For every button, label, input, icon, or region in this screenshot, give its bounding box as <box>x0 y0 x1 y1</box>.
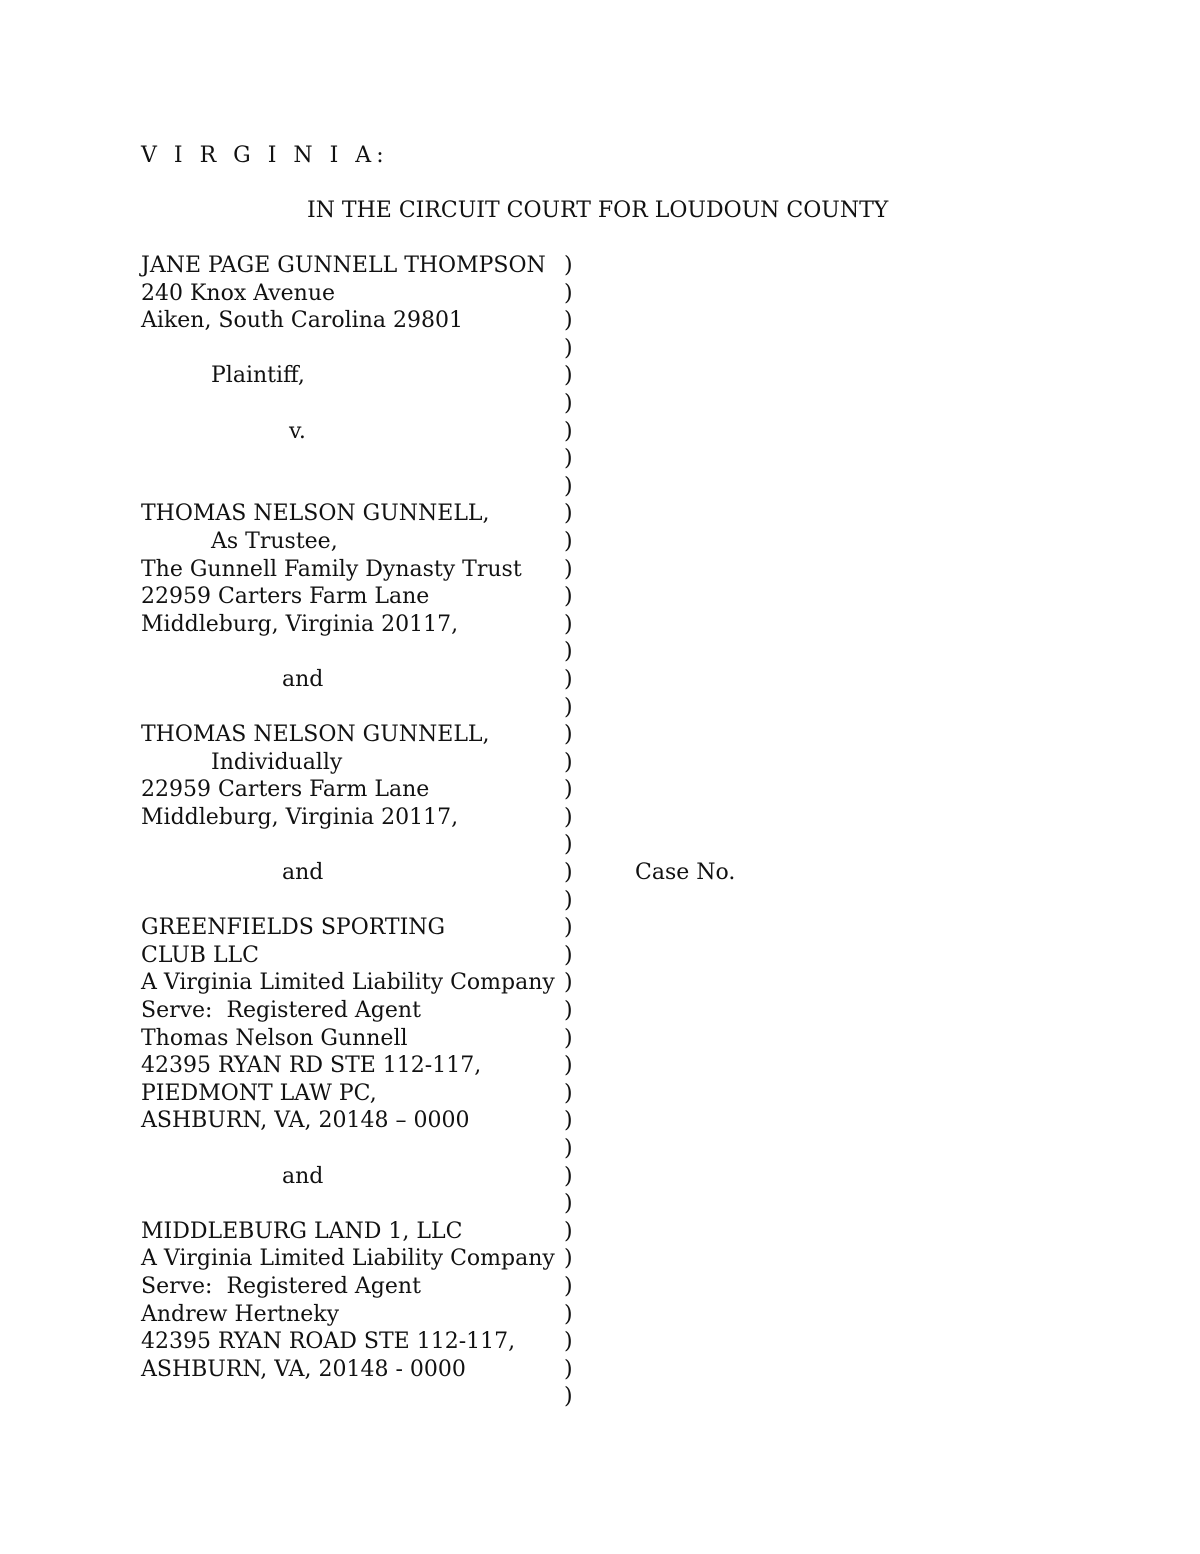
defendant2-capacity: Individually <box>211 749 343 775</box>
caption-paren: ) <box>564 998 573 1024</box>
blank-line <box>141 335 555 363</box>
defendant4-serve: Serve: Registered Agent <box>141 1273 421 1299</box>
caption-paren: ) <box>564 556 573 582</box>
caption-paren-column <box>564 252 573 1411</box>
caption-paren: ) <box>564 694 573 720</box>
defendant3-name-line2: CLUB LLC <box>141 942 259 968</box>
caption-paren: ) <box>564 1108 573 1134</box>
caption-paren: ) <box>564 308 573 334</box>
defendant3-agent: Thomas Nelson Gunnell <box>141 1025 408 1051</box>
blank-line <box>141 638 555 666</box>
caption-paren: ) <box>564 1136 573 1161</box>
caption-paren: ) <box>564 942 573 968</box>
defendant3-address-line3: ASHBURN, VA, 20148 – 0000 <box>141 1108 470 1134</box>
venue-heading: V I R G I N I A: <box>141 143 389 168</box>
caption-paren: ) <box>564 584 573 610</box>
caption-paren: ) <box>564 749 573 775</box>
defendant3-address-line1: 42395 RYAN RD STE 112-117, <box>141 1053 482 1079</box>
plaintiff-role: Plaintiff, <box>211 363 305 389</box>
defendant2-address-line2: Middleburg, Virginia 20117, <box>141 804 459 830</box>
caption-paren: ) <box>564 1246 573 1272</box>
caption-paren: ) <box>564 1191 573 1217</box>
caption-paren: ) <box>564 363 573 389</box>
blank-line <box>141 445 555 473</box>
caption-paren: ) <box>564 804 573 830</box>
and-separator-2: and <box>282 860 324 886</box>
blank-line <box>141 1135 555 1163</box>
caption-paren: ) <box>564 1218 573 1244</box>
caption-paren: ) <box>564 666 573 692</box>
case-caption <box>141 252 555 1383</box>
case-number-label: Case No. <box>635 860 736 885</box>
blank-line <box>141 390 555 418</box>
defendant2-address-line1: 22959 Carters Farm Lane <box>141 777 430 803</box>
caption-paren: ) <box>564 1301 573 1327</box>
caption-paren: ) <box>564 1053 573 1079</box>
defendant3-entity-type: A Virginia Limited Liability Company <box>141 970 555 996</box>
and-separator-3: and <box>282 1163 324 1189</box>
caption-paren: ) <box>564 1356 573 1382</box>
caption-paren: ) <box>564 639 573 665</box>
caption-paren: ) <box>564 528 573 554</box>
caption-paren: ) <box>564 1163 573 1189</box>
plaintiff-address-line1: 240 Knox Avenue <box>141 280 336 306</box>
caption-paren: ) <box>564 446 573 472</box>
caption-paren: ) <box>564 915 573 941</box>
caption-paren: ) <box>564 1273 573 1299</box>
defendant1-address-line1: 22959 Carters Farm Lane <box>141 584 430 610</box>
defendant4-agent: Andrew Hertneky <box>141 1301 340 1327</box>
defendant1-capacity: As Trustee, <box>211 528 338 554</box>
defendant1-trust: The Gunnell Family Dynasty Trust <box>141 556 522 582</box>
defendant1-name: THOMAS NELSON GUNNELL, <box>141 501 490 527</box>
defendant4-name: MIDDLEBURG LAND 1, LLC <box>141 1218 463 1244</box>
defendant3-serve: Serve: Registered Agent <box>141 998 421 1024</box>
caption-paren: ) <box>564 501 573 527</box>
defendant2-name: THOMAS NELSON GUNNELL, <box>141 722 490 748</box>
versus-label: v. <box>289 418 306 444</box>
caption-paren: ) <box>564 280 573 306</box>
caption-paren: ) <box>564 1384 573 1410</box>
plaintiff-name: JANE PAGE GUNNELL THOMPSON <box>141 253 546 278</box>
caption-paren: ) <box>564 777 573 803</box>
caption-paren: ) <box>564 1025 573 1051</box>
caption-paren: ) <box>564 418 573 444</box>
defendant3-name-line1: GREENFIELDS SPORTING <box>141 915 446 941</box>
blank-line <box>141 887 555 915</box>
plaintiff-address-line2: Aiken, South Carolina 29801 <box>141 308 463 334</box>
caption-paren: ) <box>564 1080 573 1106</box>
defendant4-address-line2: ASHBURN, VA, 20148 - 0000 <box>141 1356 466 1382</box>
blank-line <box>141 473 555 501</box>
caption-paren: ) <box>564 832 573 858</box>
defendant4-entity-type: A Virginia Limited Liability Company <box>141 1246 555 1272</box>
defendant4-address-line1: 42395 RYAN ROAD STE 112-117, <box>141 1329 516 1355</box>
court-title: IN THE CIRCUIT COURT FOR LOUDOUN COUNTY <box>307 198 889 223</box>
caption-paren: ) <box>564 860 573 886</box>
caption-paren: ) <box>564 390 573 416</box>
caption-paren: ) <box>564 887 573 913</box>
caption-paren: ) <box>564 970 573 996</box>
caption-paren: ) <box>564 611 573 637</box>
caption-paren: ) <box>564 722 573 748</box>
and-separator-1: and <box>282 666 324 692</box>
caption-paren: ) <box>564 473 573 499</box>
caption-paren: ) <box>564 335 573 361</box>
blank-line <box>141 831 555 859</box>
caption-paren: ) <box>564 253 573 278</box>
blank-line <box>141 694 555 722</box>
blank-line <box>141 1190 555 1218</box>
defendant1-address-line2: Middleburg, Virginia 20117, <box>141 611 459 637</box>
defendant3-address-line2: PIEDMONT LAW PC, <box>141 1080 377 1106</box>
caption-paren: ) <box>564 1329 573 1355</box>
